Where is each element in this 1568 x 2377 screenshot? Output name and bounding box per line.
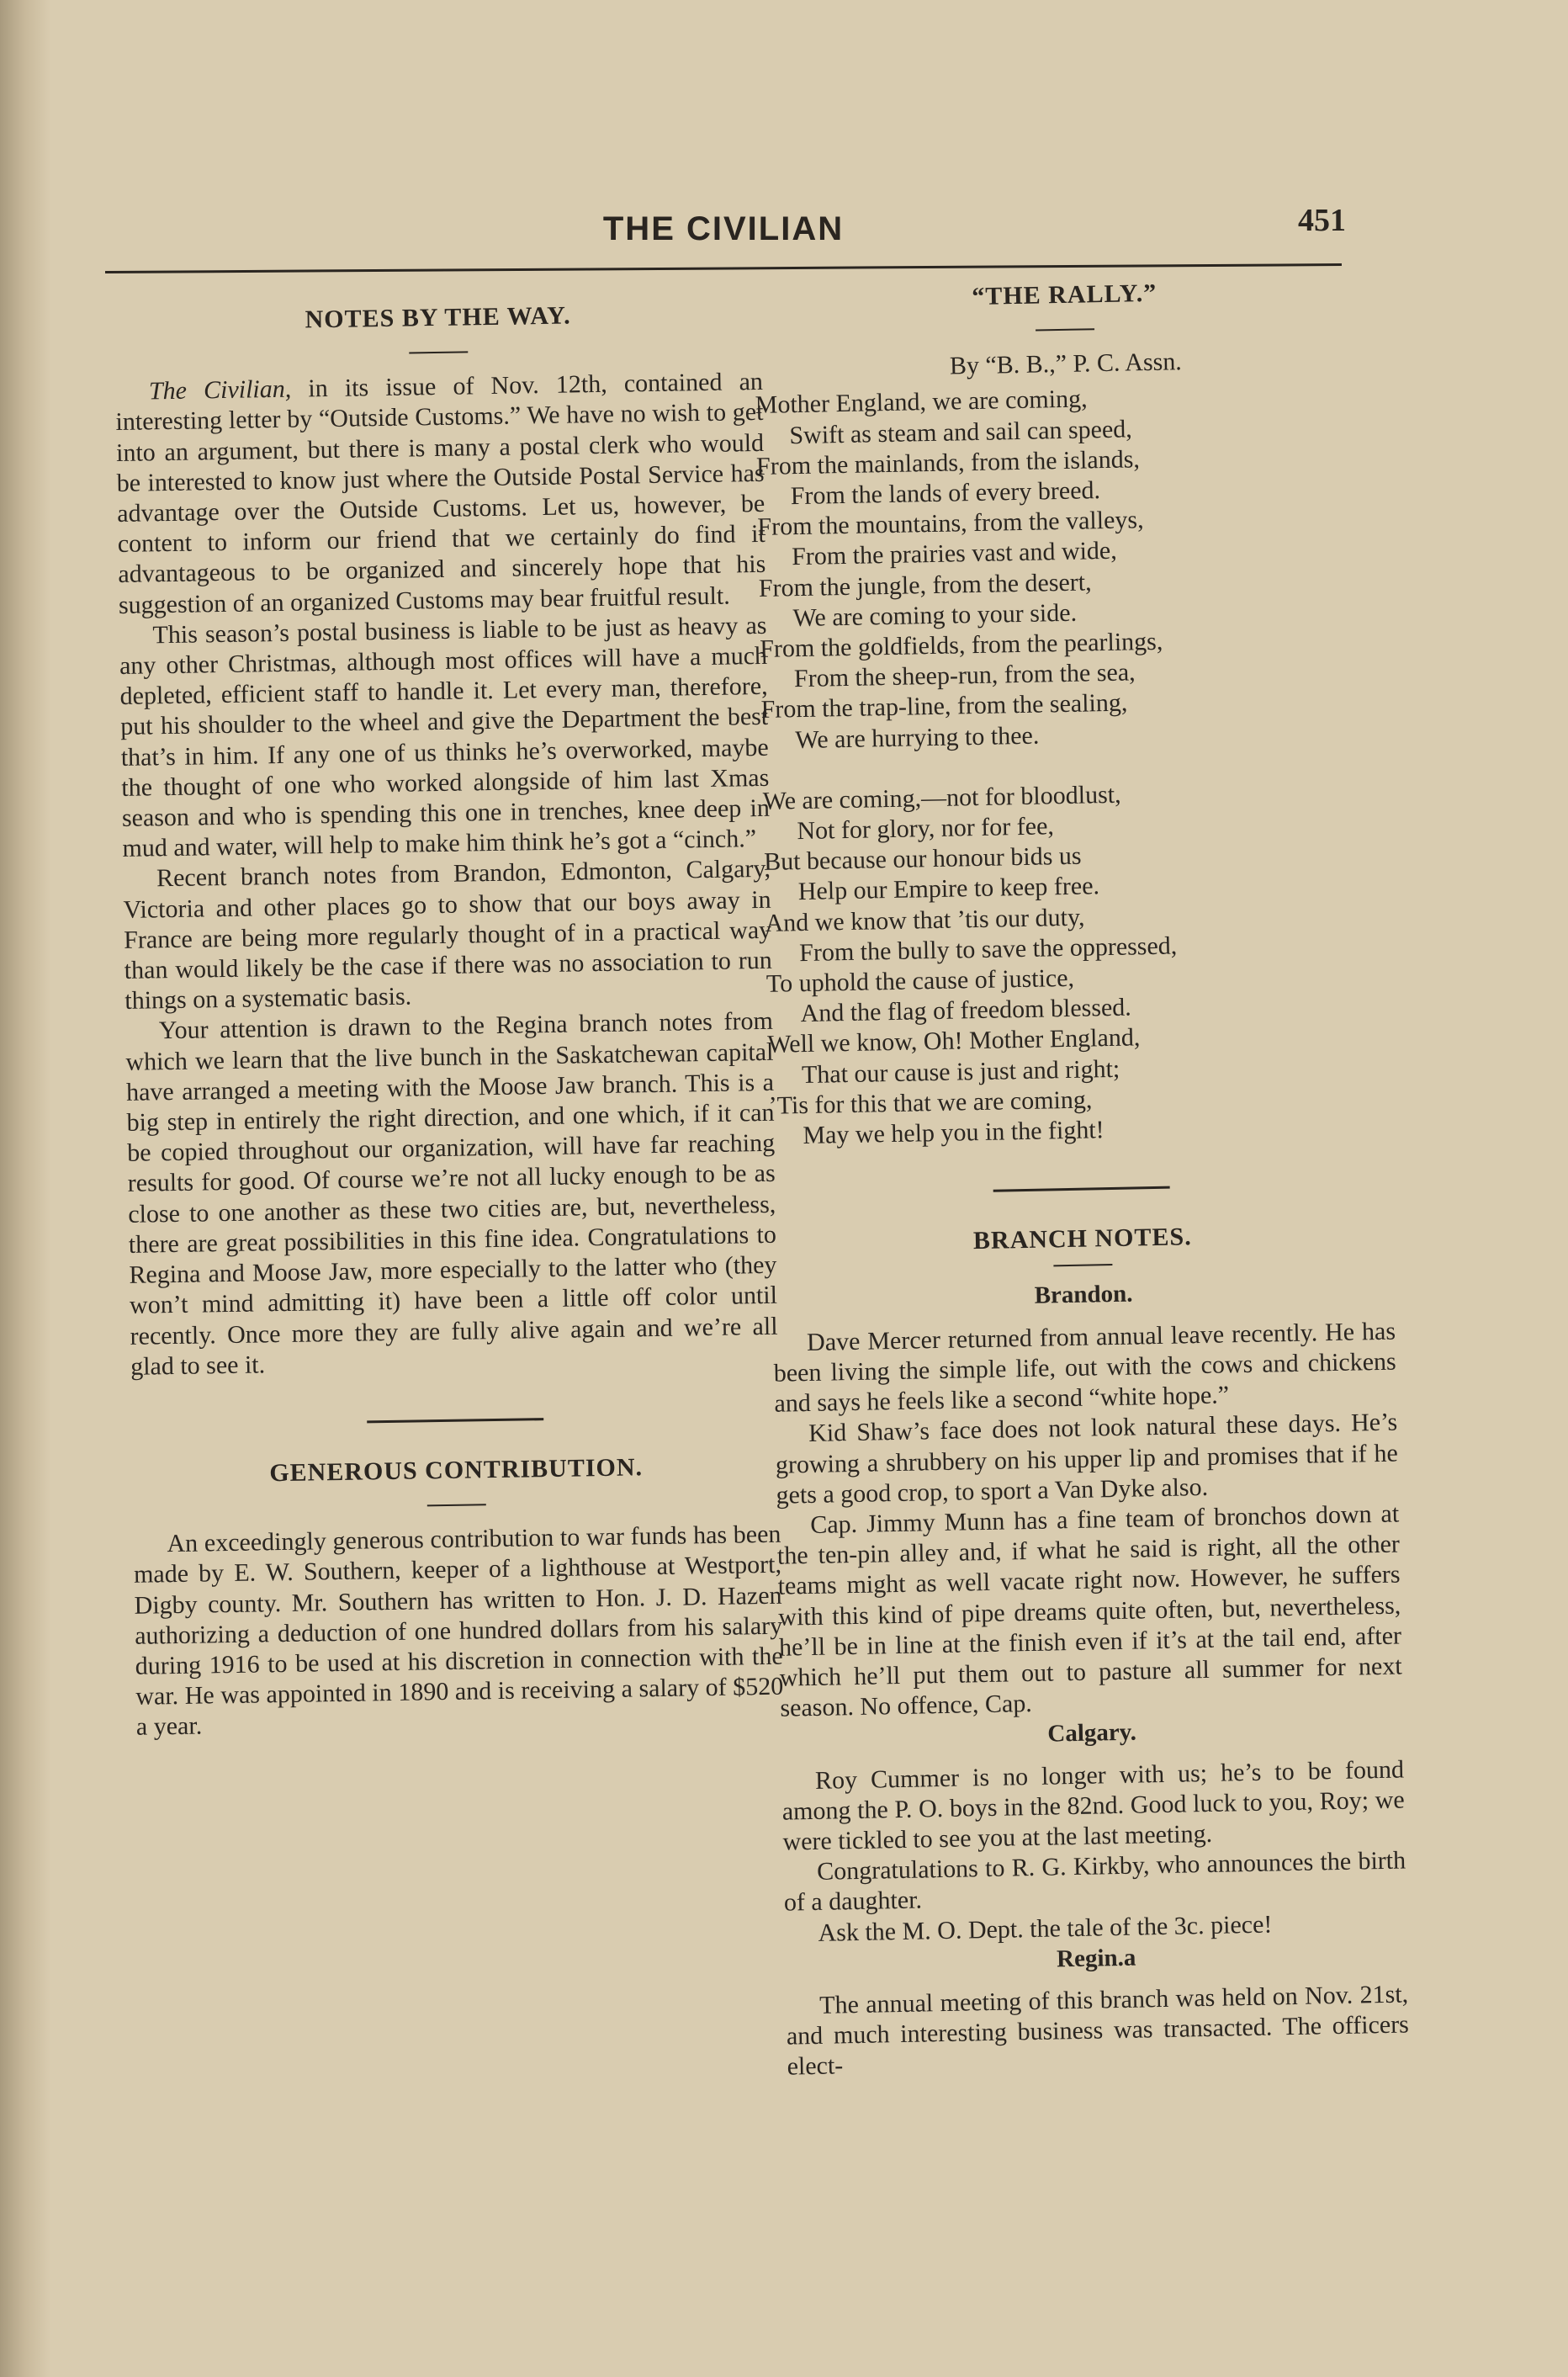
brandon-paragraph-3: Cap. Jimmy Munn has a fine team of bronchos down at the ten-pin alley and, if what he said is right, all the other teams might as well vacate right now. However, he suffers with this kind of pipe dreams quite often, but, nevertheless, he’ll be in line at the finish even if it’s at the tail end, after which he’ll put them out to pasture all summer for next season. No offence, Cap. bbox=[776, 1499, 1402, 1722]
poem-line: From the jungle, from the desert, bbox=[758, 567, 1092, 602]
section-divider bbox=[1053, 1264, 1112, 1266]
poem-line: Swift as steam and sail can speed, bbox=[789, 414, 1133, 449]
notes-paragraph-3: Recent branch notes from Brandon, Edmonton, Calgary, Victoria and other places go to show that our boys away in France are being more regularly thought of in a practical way than would likely be the case if there was no association to run things on a systematic basis. bbox=[123, 855, 772, 1016]
left-column bbox=[114, 276, 784, 1743]
poem-line: From the trap-line, from the sealing, bbox=[760, 688, 1128, 724]
article-separator bbox=[367, 1418, 543, 1423]
publication-name: The Civilian, bbox=[148, 374, 292, 406]
poem-byline: By “B. B.,” P. C. Assn. bbox=[949, 348, 1183, 380]
the-rally-heading: “THE RALLY.” bbox=[972, 279, 1157, 311]
the-rally-poem bbox=[753, 274, 1392, 1152]
poem-line: Not for glory, nor for fee, bbox=[797, 812, 1055, 846]
branch-notes-section bbox=[771, 1218, 1410, 2083]
poem-line: May we help you in the fight! bbox=[803, 1116, 1104, 1150]
poem-line: We are coming,—not for bloodlust, bbox=[762, 780, 1121, 815]
page-header bbox=[101, 202, 1346, 269]
page-number: 451 bbox=[1298, 203, 1346, 238]
calgary-paragraph-2: Congratulations to R. G. Kirkby, who announces the birth of a daughter. bbox=[783, 1846, 1406, 1917]
page-binding-shadow bbox=[0, 0, 50, 2377]
poem-line: Well we know, Oh! Mother England, bbox=[766, 1023, 1141, 1059]
right-column bbox=[753, 274, 1410, 2083]
notes-paragraph-1 bbox=[115, 367, 766, 621]
poem-line: We are coming to your side. bbox=[792, 598, 1078, 632]
poem-line: That our cause is just and right; bbox=[801, 1054, 1120, 1089]
notes-paragraph-4: Your attention is drawn to the Regina branch notes from which we learn that the live bunch in the Saskatchewan capital have arranged a meeting with the Moose Jaw branch. This is a big step in entirely the right direction, and one which, if it can be copied throughout our organization, will have far reaching results for good. Of course we’re not all lucky enough to be as close to one another as these two cities are, but, nevertheless, there are great possibilities in this fine idea. Congratulations to Regina and Moose Jaw, more especially to the latter who (they won’t mind admitting it) have been a little off color until recently. Once more they are fully alive again and we’re all glad to see it. bbox=[125, 1007, 778, 1381]
calgary-paragraph-1: Roy Cummer is no longer with us; he’s to be found among the P. O. boys in the 82nd. Good luck to you, Roy; we were tickled to see you at the last meeting. bbox=[781, 1755, 1405, 1856]
poem-line: From the sheep-run, from the sea, bbox=[793, 658, 1136, 693]
generous-contribution-heading: GENEROUS CONTRIBUTION. bbox=[269, 1453, 644, 1488]
section-divider bbox=[409, 352, 468, 354]
poem-line: From the mountains, from the valleys, bbox=[757, 506, 1144, 542]
brandon-paragraph-1: Dave Mercer returned from annual leave recently. He has been living the simple life, out with the cows and chickens and says he feels like a second “white hope.” bbox=[773, 1317, 1396, 1418]
poem-line: And we know that ’tis our duty, bbox=[765, 903, 1085, 937]
poem-line: From the prairies vast and wide, bbox=[791, 537, 1118, 571]
poem-line: From the mainlands, from the islands, bbox=[755, 445, 1141, 480]
poem-line: We are hurrying to thee. bbox=[795, 721, 1040, 754]
poem-line: And the flag of freedom blessed. bbox=[800, 993, 1132, 1028]
contribution-paragraph-1: An exceedingly generous contribution to war funds has been made by E. W. Southern, keeper of a lighthouse at Westport, Digby county. Mr. Southern has written to Hon. J. D. Hazen authorizing a deduction of one hundred dollars from his salary during 1916 to be used at his discretion in connection with the war. He was appointed in 1890 and is receiving a salary of $520 a year. bbox=[133, 1520, 784, 1742]
poem-line: From the lands of every breed. bbox=[790, 476, 1101, 511]
branch-notes-heading: BRANCH NOTES. bbox=[972, 1223, 1192, 1255]
notes-by-the-way-heading: NOTES BY THE WAY. bbox=[305, 301, 571, 334]
section-divider bbox=[1036, 328, 1094, 331]
poem-stanza-1 bbox=[755, 379, 1384, 756]
poem-line: But because our honour bids us bbox=[763, 841, 1082, 877]
brandon-paragraph-2: Kid Shaw’s face does not look natural these days. He’s growing a shrubbery on his upper lip and promises that if he gets a good crop, to sport a Van Dyke also. bbox=[775, 1408, 1399, 1510]
poem-line: From the goldfields, from the pearlings, bbox=[759, 627, 1163, 663]
calgary-paragraph-3: Ask the M. O. Dept. the tale of the 3c. piece! bbox=[818, 1910, 1273, 1947]
brandon-heading: Brandon. bbox=[1034, 1281, 1133, 1310]
notes-by-the-way-article bbox=[114, 298, 778, 1382]
notes-paragraph-1-text: in its issue of Nov. 12th, contained an interesting letter by “Outside Customs.” We have no wish to get into an argument, but there is many a postal clerk who would be interested to know just where the Outside Postal Service has advantage over the Outside Customs. Let us, however, be content to inform our friend that we certainly do find it advantageous to be organized and sincerely hope that his suggestion of an organized Customs may bear fruitful result. bbox=[115, 368, 766, 619]
regina-heading: Regin.a bbox=[1056, 1944, 1136, 1973]
publication-title: THE CIVILIAN bbox=[602, 210, 845, 247]
section-divider bbox=[427, 1504, 486, 1506]
poem-line: To uphold the cause of justice, bbox=[765, 963, 1075, 998]
generous-contribution-article bbox=[132, 1451, 784, 1743]
poem-line: Mother England, we are coming, bbox=[755, 385, 1088, 420]
article-separator bbox=[993, 1186, 1170, 1192]
notes-paragraph-2: This season’s postal business is liable to be just as heavy as any other Christmas, although most offices will have a much depleted, efficient staff to handle it. Let every man, therefore, put his shoulder to the wheel and give the Department the best that’s in him. If any one of us thinks he’s overworked, maybe the thought of one who worked alongside of him last Xmas season and who is spending this one in trenches, knee deep in mud and water, will help to make him think he’s got a “cinch.” bbox=[119, 611, 771, 863]
poem-stanza-2 bbox=[762, 775, 1391, 1153]
poem-line: Help our Empire to keep free. bbox=[797, 872, 1100, 906]
poem-line: ’Tis for this that we are coming, bbox=[768, 1085, 1093, 1120]
calgary-heading: Calgary. bbox=[1047, 1718, 1137, 1748]
poem-line: From the bully to save the oppressed, bbox=[798, 931, 1178, 967]
regina-paragraph-1: The annual meeting of this branch was held on Nov. 21st, and much interesting business was transacted. The officers elect- bbox=[786, 1980, 1410, 2081]
